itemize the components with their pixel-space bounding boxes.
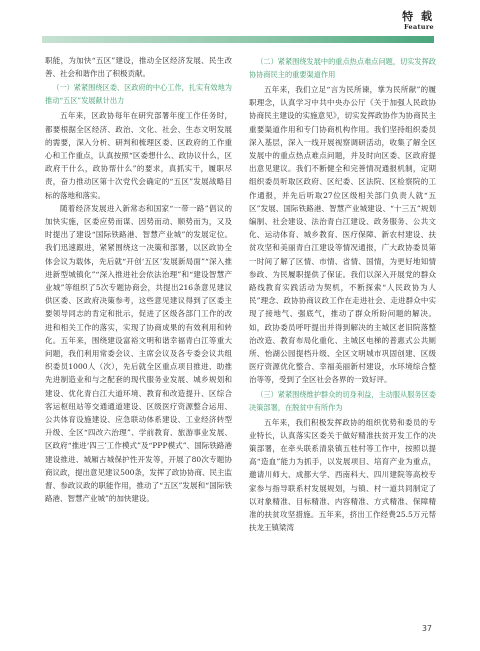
body-paragraph: 随着经济发展进入新常态和国家“一带一路”倡议的加快实施，区委应势而谋、因势而动、顺势而为，又及时提出了建设“国际铁路港、智慧产业城”的发展定位。我们迅速跟进，紧紧围绕这一决策和部署，以区政协全体会议为载体，先后就“开创‘五区’发展新局面”“深入推进新型城镇化”“深入推进社会依法治理”和“建设智慧产业城”等组织了5次专题协商会，共提出216条意见建议供区委、区政府决策参考，这些意见建议得到了区委主要领导同志的肯定和批示，促进了区级各部门工作的改进和相关工作的落实，实现了协商成果的有效利用和转化。五年来，围绕建设富裕文明和谐幸福青白江等重大问题，我们利用常委会议、主席会议及各专委会议共组织委员1000人（次），先后就全区重点项目推进、助推先进制造业和与之配套的现代服务业发展、城乡规划和建设、优化青白江大道环境、教育和改造提升、区综合客运枢纽站等交通通道建设、区级医疗资源整合运用、公共体育设施建设、应急联动体系建设、工业经济转型升级、全区“四改六治理”、学前教育、旅游事业发展、区政府“推进‘四三’工作模式”及“PPP模式”、国际铁路港建设推进、城厢古城保护性开发等，开展了80次专题协商议政，提出意见建议500条，发挥了政协协商、民主监督、参政议政的职能作用，推动了“五区”发展和“国际铁路港、智慧产业城”的加快建设。	[45, 203, 232, 504]
body-paragraph: 五年来，我们立足“言为民所谏，掌为民所献”的履职理念，认真学习中共中央办公厅《关于加强人民政协协商民主建设的实施意见》，切实发挥政协作为协商民主重要渠道作用和专门协商机构作用。我们坚持组织委员深入基层，深入一线开展视察调研活动，收集了解全区发展中的重点热点难点问题，并及时向区委、区政府提出意见建议。我们不断健全和完善情况通报机制，定期组织委员听取区政府、区纪委、区法院、区检察院的工作通报，并先后听取27位区级相关部门负责人就“五区”发展、国际铁路港、智慧产业城建设、“十三五”规划编制、社会建设、法治青白江建设、政务服务、公共文化、运动体育、城乡教育、医疗保障、新农村建设、扶贫攻坚和美丽青白江建设等情况通报，广大政协委员第一时间了解了区情、市情、省情、国情，为更好地知情参政、为民履职提供了保证。我们以深入开展党的群众路线教育实践活动为契机，不断探索“人民政协为人民”理念、政协协商议政工作在走进社会、走进群众中实现了接地气、强底气，推动了群众所盼问题的解决。如，政协委员呼吁提出并得到解决的主城区老旧院落整治改造、教育布局化重化、主城区电梯的普惠式公共厕所、怡湖公园提档升级、全区文明城市巩固创建、区级医疗资源优化整合、幸福美丽新村建设，水环境综合整治等等，受到了全区社会各界的一致好评。	[249, 85, 436, 385]
section-title: 特 载	[402, 10, 434, 23]
lead-paragraph: 职能，为加快“五区”建设，推动全区经济发展、民生改善、社会和谐作出了积极贡献。	[45, 56, 232, 79]
right-column	[249, 54, 436, 535]
body-paragraph: 五年来，我们积极发挥政协的组织优势和委员的专业特长，认真落实区委关于做好精准扶贫开发工作的决策部署，在牵头联系清泉镇五桂村等工作中，按照以提高“造血”能力为抓手，以发展项目、培育产业为重点，邀请川师大、成都大学、西南科大、四川建院等高校专家参与指导联系村发展规划，与镇、村一道共同制定了以对象精准、目标精准、内容精准、方式精准、保障精准的扶贫攻坚措施。五年来，挤出工作经费25.5万元帮扶龙王镇梁湾	[249, 417, 436, 533]
header-gradient-bar	[42, 36, 434, 43]
section-subtitle: Feature	[404, 23, 434, 31]
section-heading: （二）紧紧围绕发展中的重点热点难点问题，切实发挥政协协商民主的重要渠道作用	[249, 57, 436, 79]
section-header	[402, 11, 434, 31]
section-heading: （三）紧紧围绕维护群众的切身利益，主动服从服务区委决策部署，在脱贫中有所作为	[249, 389, 436, 412]
left-column	[45, 54, 232, 506]
body-paragraph: 五年来，区政协每年在研究部署年度工作任务时，都要根据全区经济、政治、文化、社会、生态文明发展的需要，深入分析、研判和梳理区委、区政府的工作重心和工作重点，认真按照“区委想什么、政协议什么，区政府干什么，政协帮什么”的要求，真抓实干，履职尽责，奋力推动区第十次党代会确定的“五区”发展战略目标的落地和落实。	[45, 111, 232, 200]
section-heading: （一）紧紧围绕区委、区政府的中心工作，扎实有效地为推动“五区”发展献计出力	[45, 83, 232, 106]
page-number: 37	[421, 624, 432, 633]
